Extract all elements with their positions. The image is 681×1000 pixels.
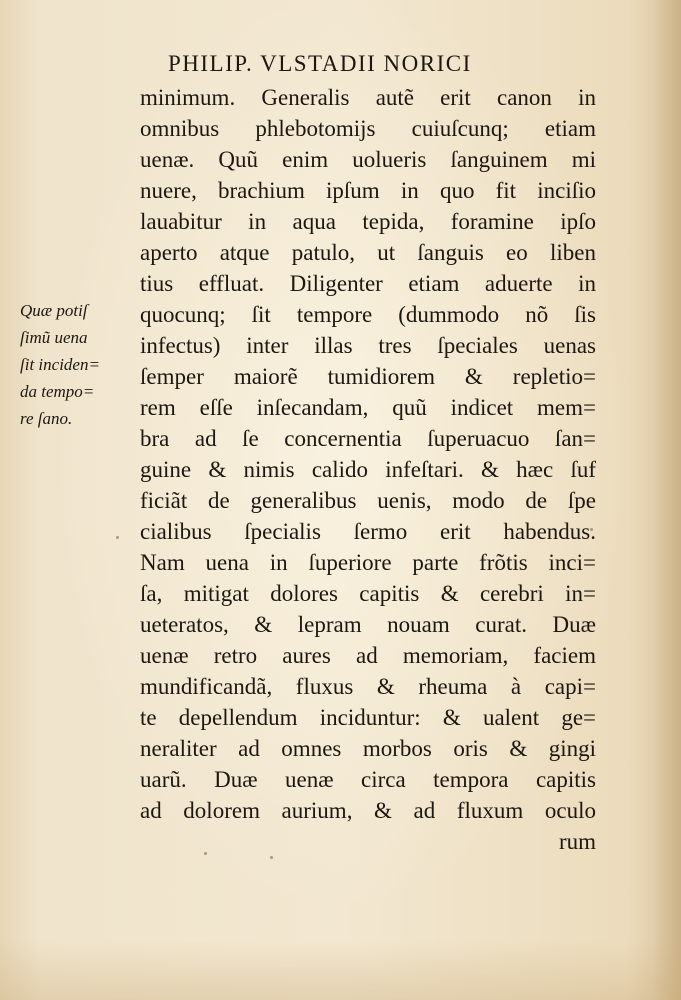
- page-edge-shadow: [653, 0, 681, 1000]
- text-line: neraliter ad omnes morbos oris & gingi: [140, 736, 596, 761]
- text-line: aperto atque patulo, ut ſanguis eo liben: [140, 240, 596, 265]
- ink-speck: [270, 856, 273, 859]
- text-line: Nam uena in ſuperiore parte frõtis inci=: [140, 550, 596, 575]
- catchword: rum: [558, 829, 596, 854]
- marginal-note-line: Quæ potiſ: [20, 301, 88, 320]
- marginal-note: [20, 297, 142, 432]
- text-line: uenæ retro aures ad memoriam, faciem: [140, 643, 596, 668]
- text-line: guine & nimis calido infeſtari. & hæc ſuf: [140, 457, 596, 482]
- ink-speck: [116, 536, 119, 539]
- text-line: ficiãt de generalibus uenis, modo de ſpe: [140, 488, 596, 513]
- text-line: uenæ. Quũ enim uolueris ſanguinem mi: [140, 147, 596, 172]
- marginal-note-line: ſimũ uena: [20, 328, 88, 347]
- page-bottom-shadow: [0, 940, 681, 1000]
- text-line: lauabitur in aqua tepida, foramine ipſo: [140, 209, 596, 234]
- text-line: ſemper maiorẽ tumidiorem & repletio=: [140, 364, 596, 389]
- text-line: rem eſſe inſecandam, quũ indicet mem=: [140, 395, 596, 420]
- marginal-note-line: da tempo=: [20, 382, 95, 401]
- text-line: infectus) inter illas tres ſpeciales uenas: [140, 333, 596, 358]
- body-text: [140, 82, 596, 857]
- text-line: ſa, mitigat dolores capitis & cerebri in=: [140, 581, 596, 606]
- text-line: bra ad ſe concernentia ſuperuacuo ſan=: [140, 426, 596, 451]
- text-line: te depellendum inciduntur: & ualent ge=: [140, 705, 596, 730]
- running-head: PHILIP. VLSTADII NORICI: [168, 51, 472, 76]
- text-line: minimum. Generalis autẽ erit canon in: [140, 85, 596, 110]
- text-line: omnibus phlebotomijs cuiuſcunq; etiam: [140, 116, 596, 141]
- text-line: ueteratos, & lepram nouam curat. Duæ: [140, 612, 596, 637]
- text-line: nuere, brachium ipſum in quo fit inciſio: [140, 178, 596, 203]
- text-line: quocunq; ſit tempore (dummodo nõ ſis: [140, 302, 596, 327]
- text-line: tius effluat. Diligenter etiam aduerte in: [140, 271, 596, 296]
- ink-speck: [590, 528, 593, 531]
- text-line: cialibus ſpecialis ſermo erit habendus.: [140, 519, 596, 544]
- text-line: ad dolorem aurium, & ad fluxum oculo: [140, 798, 596, 823]
- marginal-note-line: re ſano.: [20, 409, 73, 428]
- text-line: uarũ. Duæ uenæ circa tempora capitis: [140, 767, 596, 792]
- marginal-note-line: ſit inciden=: [20, 355, 100, 374]
- text-line: mundificandã, fluxus & rheuma à capi=: [140, 674, 596, 699]
- ink-speck: [204, 852, 207, 855]
